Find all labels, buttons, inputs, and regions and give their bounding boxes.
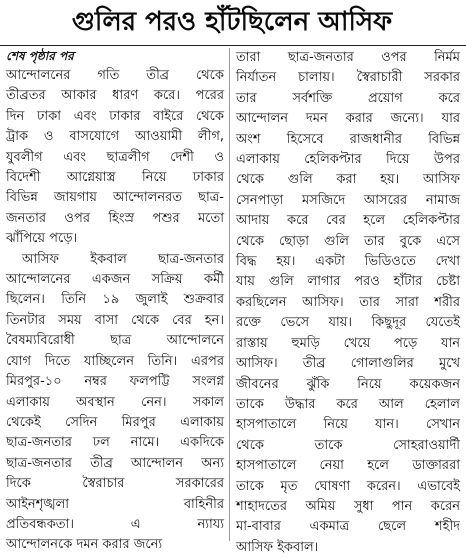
text-line: তারা ছাত্র-জনতার ওপর নির্মম [236,50,460,65]
text-line: হাসপাতালে নেয়া হলে ডাক্তাররা [236,458,460,474]
text-line: তাকে উদ্ধার করে আল হেলাল [236,396,460,412]
text-line: প্রতিবন্ধকতা। এ ন্যায্য [6,516,224,532]
text-line: রাস্তায় হুমড়ি খেয়ে পড়ে যান [236,335,460,351]
text-line: তাকে মৃত ঘোষণা করেন। এভাবেই [236,478,460,494]
text-line: দিন ঢাকা এবং ঢাকার বাইরে থেকে [6,108,224,124]
text-line: থেকে তাকে সোহরাওয়ার্দী [236,437,460,453]
text-line: শাহাদতের অমিয় সুধা পান করেন [236,498,460,514]
right-column [236,48,460,555]
text-line: আন্দোলন দমন করার জন্যে। যার [236,111,460,127]
text-line: তিনটার সময় বাসা থেকে বের হন। [6,312,224,328]
text-line: তার সর্বশক্তি প্রয়োগ করে [236,90,460,106]
text-line: নির্যাতন চালায়। স্বৈরাচারী সরকার [236,70,460,86]
text-line: এলাকায় হেলিকপ্টার দিয়ে উপর [236,152,460,168]
text-line: আইনশৃঙ্খলা বাহিনীর [6,496,224,512]
text-line: এলাকায় অবস্থান নেন। সকাল [6,394,224,410]
text-line: রক্তে ভেসে যায়। কিছুদূর যেতেই [236,315,460,331]
text-line: আসিফ। তীব্র গোলাগুলির মুখে [236,356,460,372]
left-column-text [6,66,224,556]
text-line: আন্দোলনের গতি তীব্র থেকে [6,68,224,83]
text-line: জনতার ওপর হিংস্র পশুর মতো [6,210,224,226]
left-column [6,48,224,553]
text-line: থেকে গুলি করা হয়। আসিফ [236,172,460,188]
text-line: আসিফ ইকবাল ছাত্র-জনতার [22,251,224,267]
text-line: বিভিন্ন জায়গায় আন্দোলনরত ছাত্র- [6,190,224,206]
text-line: তীব্রতর আকার ধারণ করে। পরের [6,88,224,104]
text-line: আন্দোলনের একজন সক্রিয় কর্মী [6,272,224,288]
text-line: যোগ দিতে যাচ্ছিলেন তিনি। এরপর [6,353,224,369]
right-column-text [236,48,460,558]
text-line: দিকে স্বৈরাচার সরকারের [6,476,224,492]
text-line: থেকে ছোড়া গুলি তার বুকে এসে [236,233,460,249]
text-line: ছাত্র-জনতার ঢল নামে। একদিকে [6,435,224,451]
text-line: মা-বাবার একমাত্র ছেলে শহীদ [236,519,460,535]
text-line: ছিলেন। তিনি ১৯ জুলাই শুক্রবার [6,292,224,308]
headline-area [4,2,460,44]
text-line: আসিফ ইকবাল। [236,539,319,555]
headline-divider [0,45,466,46]
text-line: বিদ্ধ হয়। একটা ভিডিওতে দেখা [236,254,460,270]
text-line: আন্দোলনকে দমন করার জন্যে [6,537,163,553]
text-line: করছিলেন আসিফ। তার সারা শরীর [236,294,460,310]
text-line: হাসপাতালে নিয়ে যান। সেখান [236,417,460,433]
continuation-kicker: শেষ পৃষ্ঠার পর [6,49,74,63]
text-line: যুবলীগ এবং ছাত্রলীগ দেশী ও [6,149,224,165]
text-line: থেকেই সেদিন মিরপুর এলাকায় [6,414,224,430]
text-line: আদায় করে বের হলে হেলিকপ্টার [236,213,460,229]
headline: গুলির পরও হাঁটছিলেন আসিফ [71,7,393,37]
column-divider [229,48,230,541]
text-line: যায় গুলি লাগার পরও হাঁটার চেষ্টা [236,274,460,290]
text-line: বিদেশী আগ্নেয়াস্ত্র নিয়ে ঢাকার [6,170,224,186]
text-line: ঝাঁপিয়ে পড়ে। [6,231,78,247]
text-line: বৈষম্যবিরোধী ছাত্র আন্দোলনে [6,333,224,349]
text-line: ছাত্র-জনতার তীব্র আন্দোলন অন্য [6,455,224,471]
text-line: ট্রাক ও বাসযোগে আওয়ামী লীগ, [6,129,224,145]
text-line: মিরপুর-১০ নম্বর ফলপট্টি সংলগ্ন [6,374,224,390]
text-line: অংশ হিসেবে রাজধানীর বিভিন্ন [236,131,460,147]
text-line: সেনপাড়া মসজিদে আসরের নামাজ [236,192,460,208]
text-line: জীবনের ঝুঁকি নিয়ে কয়েকজন [236,376,460,392]
